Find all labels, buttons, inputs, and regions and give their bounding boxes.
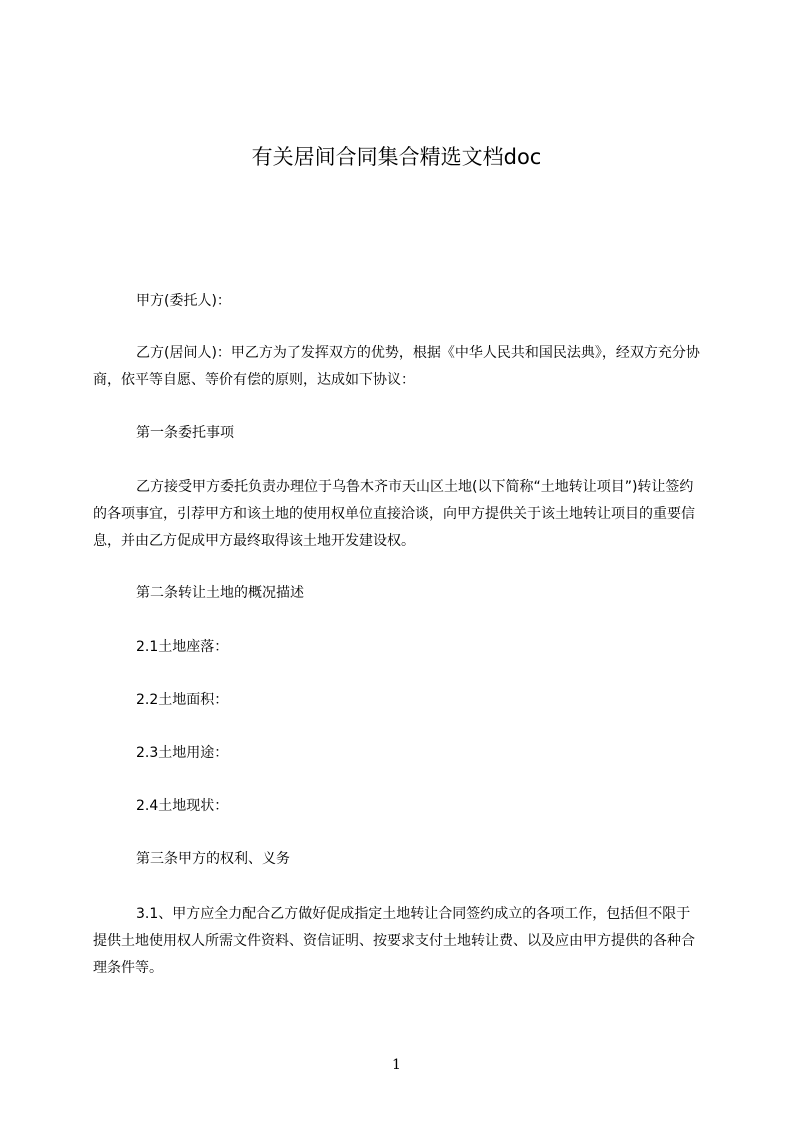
heading-article-1: 第一条委托事项 (136, 425, 234, 441)
page-number: 1 (392, 1057, 401, 1073)
clause-3-1: 3.1、甲方应全力配合乙方做好促成指定土地转让合同签约成立的各项工作，包括但不限于提供土地使用权人所需文件资料、资信证明、按要求支付土地转让费、以及应由甲方提供的各种合理条件等。 (93, 906, 695, 976)
clause-2-3: 2.3土地用途： (136, 745, 229, 761)
paragraph-article-1-body: 乙方接受甲方委托负责办理位于乌鲁木齐市天山区土地(以下简称“土地转让项目”)转让签约的各项事宜，引荐甲方和该土地的使用权单位直接洽谈，向甲方提供关于该土地转让项目的重要信息，并由乙方促成甲方最终取得该土地开发建设权。 (93, 479, 695, 549)
clause-2-1: 2.1土地座落： (136, 639, 229, 655)
paragraph-party-a: 甲方(委托人)： (136, 293, 231, 309)
clause-2-2: 2.2土地面积： (136, 692, 229, 708)
heading-article-2: 第二条转让土地的概况描述 (136, 585, 304, 601)
heading-article-3: 第三条甲方的权利、义务 (136, 851, 290, 867)
clause-2-4: 2.4土地现状： (136, 798, 229, 814)
paragraph-party-b: 乙方(居间人)：甲乙方为了发挥双方的优势，根据《中华人民共和国民法典》，经双方充分协商，依平等自愿、等价有偿的原则，达成如下协议： (93, 345, 700, 388)
document-title: 有关居间合同集合精选文档doc (251, 145, 542, 169)
